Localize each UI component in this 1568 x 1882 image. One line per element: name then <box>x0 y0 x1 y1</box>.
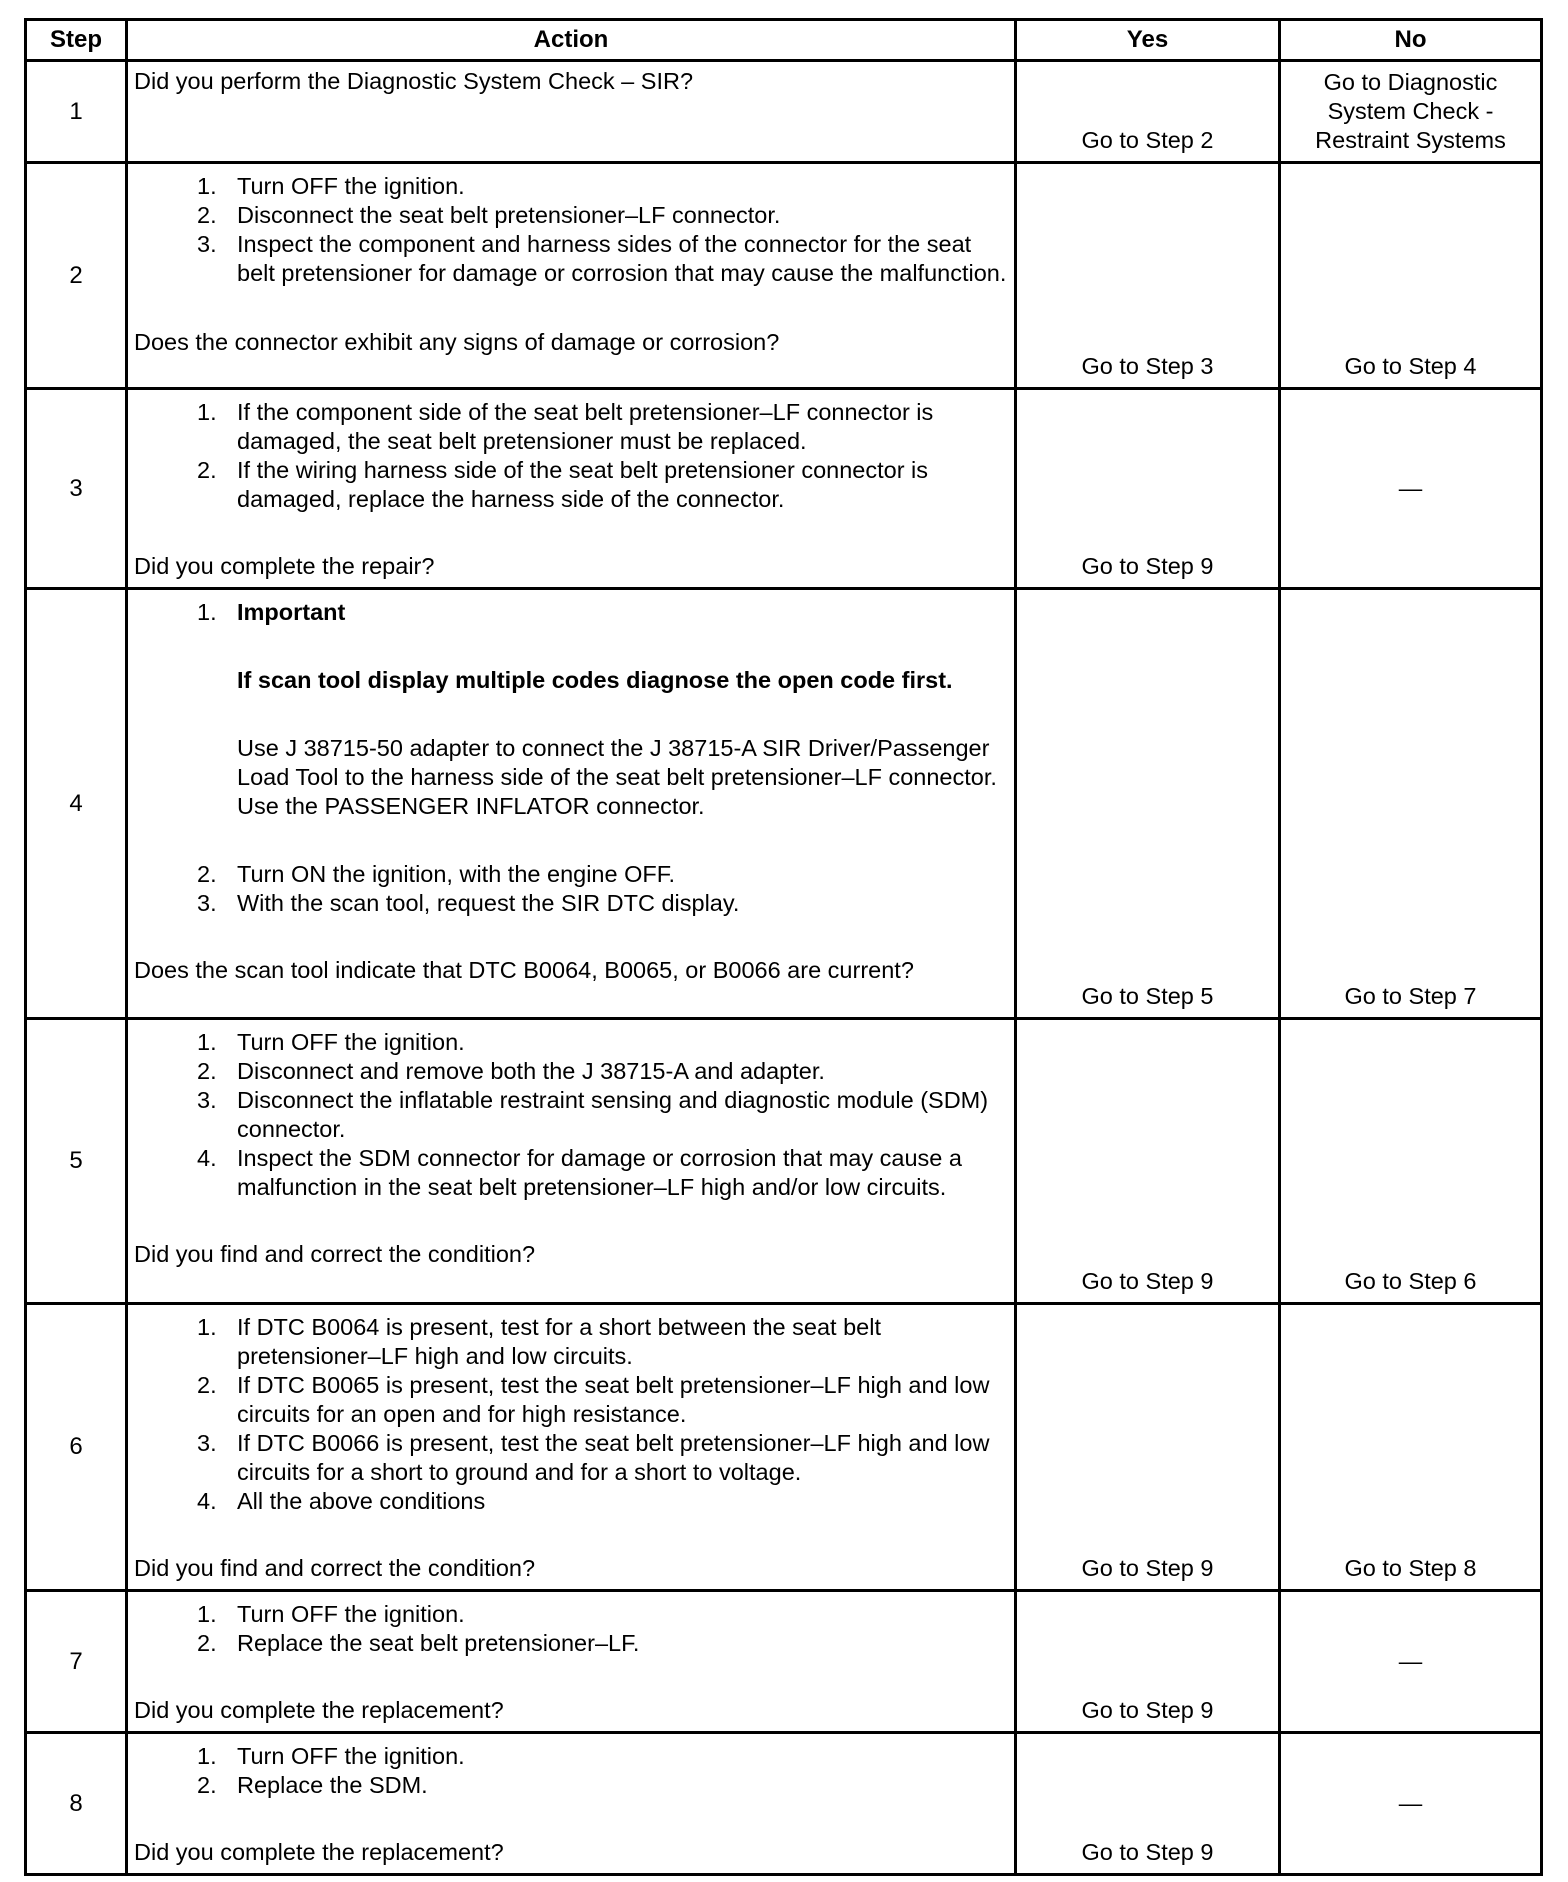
table-row <box>26 1304 1542 1591</box>
action-list <box>134 1742 1008 1800</box>
important-note: If scan tool display multiple codes diagnose the open code first. <box>237 667 953 693</box>
action-cell <box>127 61 1016 163</box>
action-question: Did you perform the Diagnostic System Check – SIR? <box>134 68 694 94</box>
list-item: 2. Replace the seat belt pretensioner–LF. <box>197 1630 640 1656</box>
action-cell <box>127 1304 1016 1591</box>
step-number: 4 <box>26 589 127 1019</box>
important-label: Important <box>237 599 346 625</box>
list-item: 2. Turn ON the ignition, with the engine OFF. <box>197 861 676 887</box>
header-no: No <box>1280 20 1542 61</box>
header-row <box>26 20 1542 61</box>
list-item: 3. Disconnect the inflatable restraint sensing and diagnostic module (SDM) connector. <box>197 1087 989 1142</box>
list-item: 1. Turn OFF the ignition. <box>197 1743 465 1769</box>
step-number: 8 <box>26 1733 127 1875</box>
table-row <box>26 589 1542 1019</box>
list-item: 1. Turn OFF the ignition. <box>197 1601 465 1627</box>
yes-cell: Go to Step 3 <box>1016 163 1280 389</box>
action-list <box>134 1600 1008 1658</box>
no-cell: Go to Step 7 <box>1280 589 1542 1019</box>
action-question: Does the scan tool indicate that DTC B0064, B0065, or B0066 are current? <box>134 957 914 983</box>
list-item: 2. If DTC B0065 is present, test the seat belt pretensioner–LF high and low circuits for an open and for high resistance. <box>197 1372 990 1427</box>
list-item: 1. Turn OFF the ignition. <box>197 173 465 199</box>
list-item: 2. Disconnect and remove both the J 38715-A and adapter. <box>197 1058 825 1084</box>
item-text: Use J 38715-50 adapter to connect the J 38715-A SIR Driver/Passenger Load Tool to the harness side of the seat belt pretensioner–LF connector. Use the PASSENGER INFLATOR connector. <box>237 735 997 819</box>
step-number: 3 <box>26 389 127 589</box>
list-item: 3. With the scan tool, request the SIR DTC display. <box>197 890 740 916</box>
no-cell: — <box>1280 389 1542 589</box>
list-item: 2. If the wiring harness side of the seat belt pretensioner connector is damaged, replace the harness side of the connector. <box>197 457 929 512</box>
action-list <box>134 172 1008 288</box>
action-cell <box>127 589 1016 1019</box>
list-item: 1. Important If scan tool display multiple codes diagnose the open code first. Use J 38715-50 adapter to connect the J 38715-A SIR Driver/Passenger Load Tool to the harness side of the seat belt pretensioner–LF connector. Use the PASSENGER INFLATOR connector. <box>134 598 1008 821</box>
header-step: Step <box>26 20 127 61</box>
header-action: Action <box>127 20 1016 61</box>
list-item: 4. All the above conditions <box>197 1488 486 1514</box>
step-number: 1 <box>26 61 127 163</box>
yes-cell: Go to Step 9 <box>1016 1304 1280 1591</box>
list-item: 1. If the component side of the seat belt pretensioner–LF connector is damaged, the seat belt pretensioner must be replaced. <box>197 399 934 454</box>
list-item: 3. Inspect the component and harness sides of the connector for the seat belt pretensioner for damage or corrosion that may cause the malfunction. <box>197 231 1007 286</box>
list-item: 4. Inspect the SDM connector for damage or corrosion that may cause a malfunction in the seat belt pretensioner–LF high and/or low circuits. <box>197 1145 962 1200</box>
list-item: 1. Turn OFF the ignition. <box>197 1029 465 1055</box>
header-yes: Yes <box>1016 20 1280 61</box>
yes-cell: Go to Step 9 <box>1016 389 1280 589</box>
no-cell: — <box>1280 1733 1542 1875</box>
list-item: 3. If DTC B0066 is present, test the seat belt pretensioner–LF high and low circuits for a short to ground and for a short to voltage. <box>197 1430 990 1485</box>
table-row <box>26 163 1542 389</box>
list-item: 2. Replace the SDM. <box>197 1772 428 1798</box>
action-question: Did you complete the replacement? <box>134 1697 504 1723</box>
action-question: Did you find and correct the condition? <box>134 1241 536 1267</box>
table-row <box>26 1591 1542 1733</box>
action-list <box>134 1313 1008 1516</box>
action-cell <box>127 1591 1016 1733</box>
action-cell <box>127 1733 1016 1875</box>
action-cell <box>127 163 1016 389</box>
step-number: 2 <box>26 163 127 389</box>
action-cell <box>127 1019 1016 1304</box>
step-number: 7 <box>26 1591 127 1733</box>
action-list <box>134 1028 1008 1202</box>
action-question: Did you complete the replacement? <box>134 1839 504 1865</box>
action-cell <box>127 389 1016 589</box>
yes-cell: Go to Step 2 <box>1016 61 1280 163</box>
yes-cell: Go to Step 9 <box>1016 1733 1280 1875</box>
no-cell: Go to Step 6 <box>1280 1019 1542 1304</box>
yes-cell: Go to Step 9 <box>1016 1019 1280 1304</box>
no-cell: Go to Diagnostic System Check - Restraint Systems <box>1280 61 1542 163</box>
table-row <box>26 1019 1542 1304</box>
table-row <box>26 389 1542 589</box>
action-question: Does the connector exhibit any signs of damage or corrosion? <box>134 329 780 355</box>
no-cell: Go to Step 8 <box>1280 1304 1542 1591</box>
yes-cell: Go to Step 9 <box>1016 1591 1280 1733</box>
diagnostic-table <box>24 18 1543 1876</box>
list-item: 2. Disconnect the seat belt pretensioner–LF connector. <box>197 202 781 228</box>
table-row <box>26 61 1542 163</box>
table-row <box>26 1733 1542 1875</box>
action-list <box>134 398 1008 514</box>
list-item: 1. If DTC B0064 is present, test for a short between the seat belt pretensioner–LF high and low circuits. <box>197 1314 881 1369</box>
step-number: 5 <box>26 1019 127 1304</box>
action-question: Did you complete the repair? <box>134 553 435 579</box>
yes-cell: Go to Step 5 <box>1016 589 1280 1019</box>
action-list <box>134 598 1008 918</box>
action-question: Did you find and correct the condition? <box>134 1555 536 1581</box>
no-cell: Go to Step 4 <box>1280 163 1542 389</box>
step-number: 6 <box>26 1304 127 1591</box>
no-cell: — <box>1280 1591 1542 1733</box>
